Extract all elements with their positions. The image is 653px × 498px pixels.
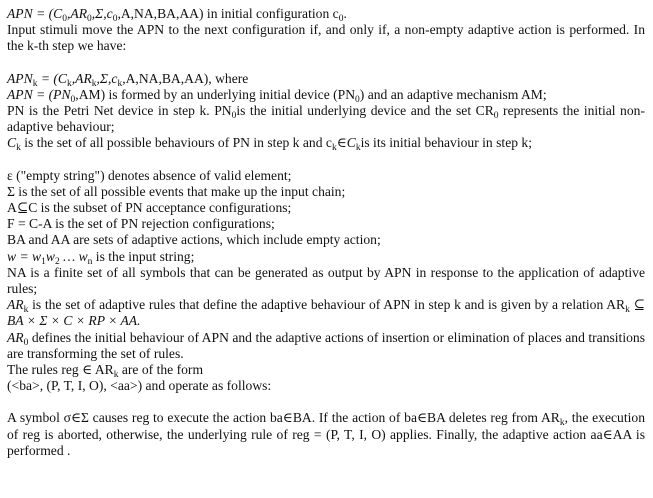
subscript: k (32, 78, 38, 89)
text-run: C (7, 135, 17, 151)
text-run: ) and an adaptive mechanism AM; (359, 86, 547, 102)
spacer (7, 152, 645, 168)
subscript: 1 (41, 256, 46, 267)
text-run: ,AR (67, 6, 88, 21)
subscript: k (91, 78, 97, 89)
ark-paragraph (7, 297, 645, 329)
ar0-paragraph (7, 330, 645, 362)
text-run: APN = (C (7, 6, 63, 21)
spacer (7, 394, 645, 410)
subscript: 0 (493, 111, 499, 122)
text-run: w (45, 248, 55, 264)
subscript: k (559, 418, 565, 429)
epsilon-line: ε ("empty string") denotes absence of valid element; (7, 167, 292, 183)
subscript: k (16, 143, 21, 154)
subscript: n (87, 256, 93, 267)
text-run: APN (7, 70, 33, 86)
subscript: k (67, 78, 72, 89)
text-run: ,A,NA,BA,AA), where (122, 70, 249, 86)
apnk-definition (7, 71, 645, 87)
rules-line (7, 362, 645, 381)
subscript: 0 (62, 14, 67, 24)
text-run: = (C (37, 70, 68, 86)
subscript: 0 (355, 94, 360, 105)
input-string-line (7, 249, 645, 265)
subscript: 0 (87, 14, 92, 24)
subscript: k (625, 305, 630, 316)
text-run: . (343, 6, 347, 21)
text-run: is the set of adaptive rules that define the adaptive behaviour of APN in step k and is given by a relation AR (28, 297, 626, 313)
text-run: ,AR (71, 70, 92, 86)
pn-definition (7, 103, 645, 135)
text-run: w = w (7, 248, 42, 264)
text-run: , the execution of reg is aborted, otherwise, the underlying rule of reg = (P, T, I, O) applies. Finally, the adaptive action aa∈AA is performed . (7, 410, 645, 458)
subscript: k (331, 143, 337, 154)
apn-formed-line (7, 87, 645, 103)
text-run: A symbol σ∈Σ causes reg to execute the action ba∈BA. If the action of ba∈BA deletes reg from AR (7, 410, 560, 426)
acceptance-line: A⊆C is the subset of PN acceptance configurations; (7, 200, 292, 216)
subscript: k (355, 143, 361, 154)
na-paragraph: NA is a finite set of all symbols that can be generated as output by APN in response to the application of adaptive rules; (7, 264, 645, 297)
subscript: 0 (338, 14, 344, 24)
sigma-line: Σ is the set of all possible events that make up the input chain; (7, 183, 346, 199)
text-run: AR (7, 329, 24, 345)
text-run: The rules reg ∈ AR (7, 362, 114, 378)
text-run: is the input string; (92, 248, 195, 264)
rule-form-line: (<ba>, (P, T, I, O), <aa>) and operate as follows: (7, 378, 272, 394)
subscript: 0 (112, 14, 118, 24)
text-run: APN = (PN (7, 86, 71, 102)
execution-paragraph (7, 410, 645, 459)
subscript: k (117, 78, 123, 89)
text-run: is the initial underlying device and the set CR (236, 103, 494, 119)
stimuli-paragraph: Input stimuli move the APN to the next configuration if, and only if, a non-empty adaptive action is performed. In the k-th step we have: (7, 22, 645, 54)
text-run: ,A,NA,BA,AA) in initial configuration c (117, 6, 339, 21)
text-run: defines the initial behaviour of APN and the adaptive actions of insertion or elimination of places and transitions are transforming the set of rules. (7, 329, 645, 361)
subscript: k (23, 305, 29, 316)
text-run: AR (7, 297, 24, 313)
text-run: PN is the Petri Net device in step k. PN (7, 103, 232, 119)
text-run: is its initial behaviour in step k; (360, 135, 532, 151)
subscript: 0 (23, 337, 29, 348)
spacer (7, 55, 645, 71)
text-run: ,Σ,c (96, 70, 118, 86)
initial-configuration-line (7, 6, 645, 22)
text-run: represents the initial non-adaptive behaviour; (7, 103, 645, 135)
text-run: ⊆ BA × Σ × C × RP × AA. (7, 297, 646, 329)
text-run: … w (59, 248, 88, 264)
subscript: k (113, 370, 119, 381)
text-run: ,Σ,c (91, 6, 113, 21)
ba-aa-line: BA and AA are sets of adaptive actions, which include empty action; (7, 232, 381, 248)
rejection-line: F = C-A is the set of PN rejection configurations; (7, 216, 275, 232)
text-run: ,AM) is formed by an underlying initial device (PN (75, 86, 356, 102)
subscript: 0 (70, 94, 76, 105)
subscript: 0 (231, 111, 237, 122)
text-run: is the set of all possible behaviours of PN in step k and c (20, 135, 332, 151)
subscript: 2 (54, 256, 60, 267)
ck-definition (7, 135, 645, 154)
text-run: ∈C (336, 135, 356, 151)
text-run: are of the form (118, 362, 204, 378)
